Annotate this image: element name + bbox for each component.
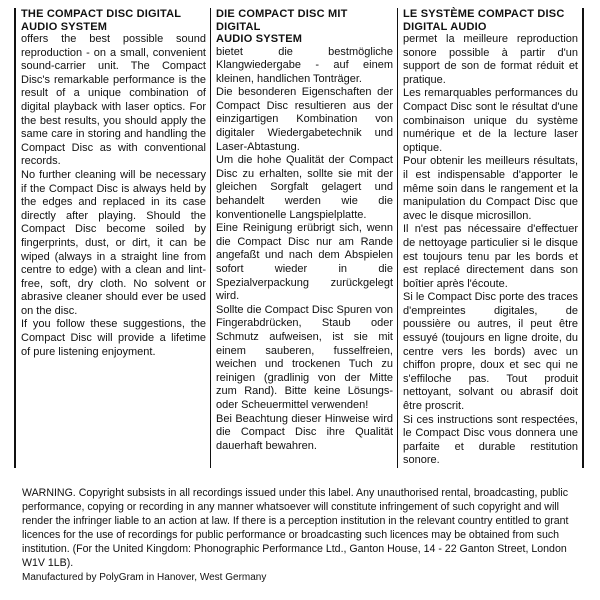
french-paragraph: Les remarquables performances du Compact Disc sont le résultat d'une combinaison unique du système numérique et de la lecture laser optique. [403, 87, 578, 154]
french-paragraph: Pour obtenir les meilleurs résultats, il est indispensable d'apporter le même soin dans le rangement et la manipulation du Compact Disc que avec le disque microsillon. [403, 155, 578, 222]
french-paragraph: Si le Compact Disc porte des traces d'empreintes digitales, de poussière ou autres, il peut être essuyé (toujours en ligne droite, du centre vers les bords) avec un chiffon propre, doux et sec qui ne s'effiloche pas. Tout produit nettoyant, solvant ou abrasif doit être proscrit. [403, 291, 578, 413]
french-heading-line-2: DIGITAL AUDIO [403, 20, 487, 33]
french-paragraph: permet la meilleure reproduction sonore possible à partir d'un support de son de format réduit et pratique. [403, 33, 578, 86]
german-paragraph: bietet die bestmögliche Klangwiedergabe - auf einem kleinen, handlichen Tonträger. [216, 45, 393, 85]
german-paragraph: Eine Reinigung erübrigt sich, wenn die Compact Disc nur am Rande angefaßt und nach dem Abspielen sofort wieder in die Spezialverpackung zurückgelegt wird. [216, 222, 393, 303]
german-heading-line-2: AUDIO SYSTEM [216, 33, 303, 45]
german-paragraph: Bei Beachtung dieser Hinweise wird die Compact Disc ihre Qualität dauerhaft bewahren. [216, 412, 393, 452]
english-heading [21, 8, 206, 33]
manufacturer-note: Manufactured by PolyGram in Hanover, West Germany [22, 572, 267, 583]
french-column [397, 8, 584, 468]
german-heading-line-1: DIE COMPACT DISC MIT DIGITAL [216, 8, 348, 33]
german-paragraph: Die besonderen Eigenschaften der Compact Disc resultieren aus der einzigartigen Kombination von digitaler Wiedergabetechnik und Laser-Abtastung. [216, 86, 393, 153]
english-paragraph: If you follow these suggestions, the Compact Disc will provide a lifetime of pure listening enjoyment. [21, 318, 206, 358]
german-column [210, 8, 397, 468]
english-heading-line-1: THE COMPACT DISC DIGITAL [21, 8, 182, 20]
copyright-warning: WARNING. Copyright subsists in all recordings issued under this label. Any unauthorised rental, broadcasting, public performance, copying or recording in any manner whatsoever will constitute infringement of such copyright and will render the infringer liable to an action at law. If there is a perception institution in the relevant country entitled to grant licences for the use of recordings for public performance or broadcasting such licences may be obtained from such institution. (For the United Kingdom: Phonographic Performance Ltd., Ganton House, 14 - 22 Ganton Street, London W1V 1LB). [22, 487, 569, 569]
french-heading [403, 8, 578, 33]
english-column [14, 8, 210, 468]
german-paragraph: Sollte die Compact Disc Spuren von Fingerabdrücken, Staub oder Schmutz aufweisen, ist sie mit einem sauberen, fusselfreien, weichen und trockenen Tuch zu reinigen (gradlinig von der Mitte zum Rand). Bitte keine Lösungs- oder Scheuermittel verwenden! [216, 303, 393, 411]
french-paragraph: Si ces instructions sont respectées, le Compact Disc vous donnera une parfaite et durable restitution sonore. [403, 413, 578, 467]
german-heading [216, 8, 393, 46]
english-paragraph: offers the best possible sound reproduction - on a small, convenient sound-carrier unit. The Compact Disc's remarkable performance is the result of a unique combination of digital playback with laser optics. For the best results, you should apply the same care in storing and handling the Compact Disc as with conventional records. [21, 33, 206, 168]
english-paragraph: No further cleaning will be necessary if the Compact Disc is always held by the edges and replaced in its case directly after playing. Should the Compact Disc become soiled by fingerprints, dust, or dirt, it can be wiped (always in a straight line from centre to edge) with a clean and lint-free, soft, dry cloth. No solvent or abrasive cleaner should ever be used on the disc. [21, 168, 206, 317]
english-heading-line-2: AUDIO SYSTEM [21, 20, 108, 33]
french-heading-line-1: LE SYSTÈME COMPACT DISC [403, 8, 565, 20]
german-paragraph: Um die hohe Qualität der Compact Disc zu erhalten, sollte sie mit der gleichen Sorgfalt gelagert und behandelt werden wie die konventionelle Langspielplatte. [216, 154, 393, 221]
french-paragraph: Il n'est pas nécessaire d'effectuer de nettoyage particulier si le disque est toujours tenu par les bords et est replacé directement dans son boîtier après l'écoute. [403, 223, 578, 290]
instructions-columns [14, 8, 584, 468]
